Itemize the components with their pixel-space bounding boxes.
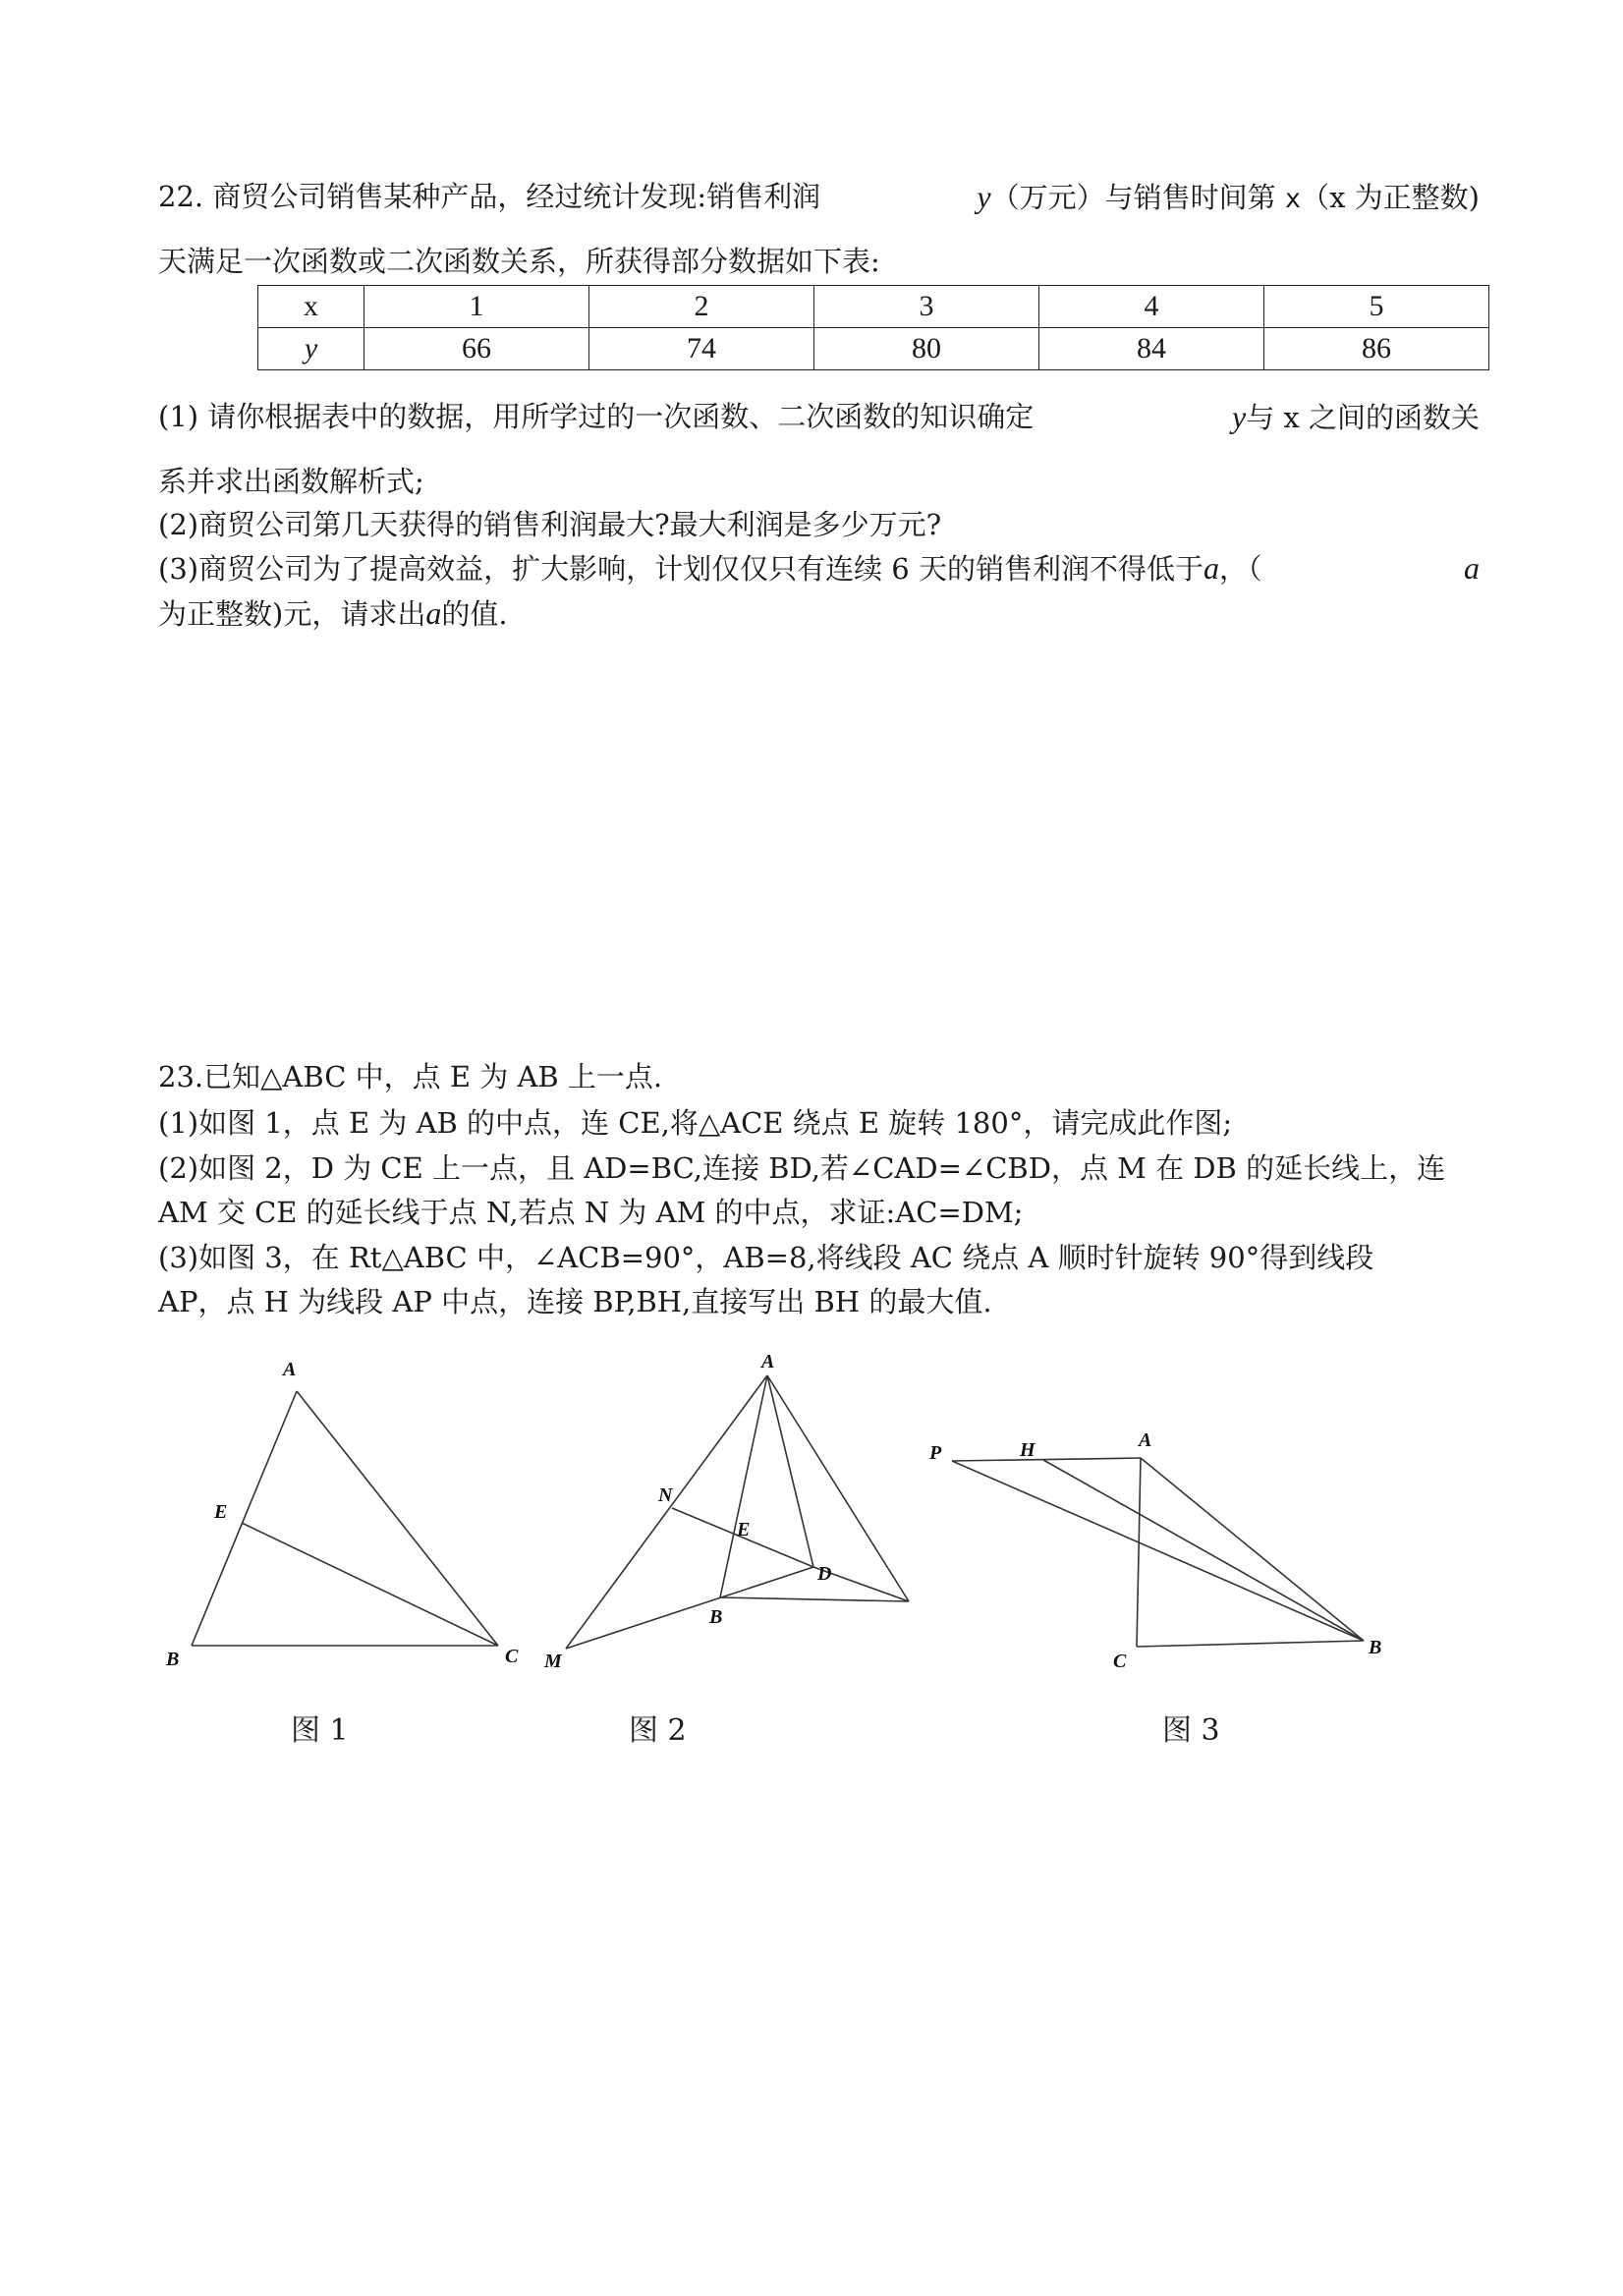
- label-E: E: [214, 1501, 228, 1523]
- q23-part3-line1: (3)如图 3，在 Rt△ABC 中，∠ACB=90°，AB=8,将线段 AC 绕点 A 顺时针旋转 90°得到线段: [158, 1241, 1374, 1274]
- figure-3-caption: 图 3: [1162, 1713, 1220, 1748]
- table-cell: 86: [1264, 328, 1489, 370]
- table-header-x: x: [258, 286, 364, 328]
- table-cell: 66: [364, 328, 589, 370]
- segment-AC: [1137, 1458, 1141, 1647]
- segment-MD: [566, 1567, 813, 1649]
- table-header-y: y: [258, 328, 364, 370]
- var-y: y: [1232, 399, 1247, 434]
- segment-EC: [242, 1523, 498, 1646]
- segment-PB: [952, 1461, 1364, 1641]
- table-cell: 1: [364, 286, 589, 328]
- q22-part2: (2)商贸公司第几天获得的销售利润最大?最大利润是多少万元?: [158, 508, 942, 541]
- segment-AB: [1141, 1458, 1364, 1641]
- q22-line2: 天满足一次函数或二次函数关系，所获得部分数据如下表:: [158, 245, 880, 278]
- table-cell: 5: [1264, 286, 1489, 328]
- segment-AM: [566, 1375, 767, 1649]
- var-a: a: [425, 595, 442, 631]
- label-A: A: [761, 1351, 775, 1372]
- segment-AB: [720, 1375, 767, 1597]
- q23-part1: (1)如图 1，点 E 为 AB 的中点，连 CE,将△ACE 绕点 E 旋转 180°，请完成此作图;: [158, 1106, 1233, 1140]
- label-A: A: [1139, 1429, 1152, 1451]
- label-H: H: [1020, 1439, 1035, 1461]
- label-C: C: [1113, 1651, 1127, 1672]
- label-N: N: [658, 1484, 673, 1506]
- label-B: B: [709, 1606, 723, 1628]
- table-cell: 74: [589, 328, 814, 370]
- segment-BC: [720, 1597, 909, 1601]
- figure-1-caption: 图 1: [291, 1713, 349, 1748]
- table-cell: 2: [589, 286, 814, 328]
- q23-part2-line1: (2)如图 2，D 为 CE 上一点，且 AD=BC,连接 BD,若∠CAD=∠CBD，点 M 在 DB 的延长线上，连: [158, 1151, 1446, 1185]
- segment-AC: [297, 1391, 498, 1646]
- q22-part1-line1: (1) 请你根据表中的数据，用所学过的一次函数、二次函数的知识确定 y与 x 之间的函数关: [158, 399, 1480, 434]
- label-M: M: [544, 1651, 562, 1672]
- table-cell: 84: [1039, 328, 1264, 370]
- q22-part3-line2: 为正整数)元，请求出a的值.: [158, 595, 508, 631]
- label-D: D: [817, 1563, 832, 1585]
- segment-CB: [1137, 1641, 1364, 1647]
- label-A: A: [283, 1359, 297, 1380]
- q22-part3-line1: (3)商贸公司为了提高效益，扩大影响，计划仅仅只有连续 6 天的销售利润不得低于a，（ a: [158, 548, 1480, 588]
- segment-AD: [767, 1375, 813, 1567]
- segment-AB: [192, 1391, 297, 1646]
- q22-line1-pre: 22. 商贸公司销售某种产品，经过统计发现:销售利润: [158, 180, 821, 213]
- table-cell: 3: [814, 286, 1039, 328]
- figure-2: [543, 1351, 909, 1672]
- figure-2-caption: 图 2: [629, 1713, 687, 1748]
- label-C: C: [505, 1646, 519, 1667]
- var-y: y: [977, 179, 991, 214]
- q22-line1: 22. 商贸公司销售某种产品，经过统计发现:销售利润 y（万元）与销售时间第 x（x 为正整数): [158, 177, 1480, 219]
- q22-part1-line2: 系并求出函数解析式;: [158, 465, 424, 498]
- figure-1: [165, 1359, 519, 1670]
- segment-AC: [767, 1375, 909, 1601]
- q23-line1: 23.已知△ABC 中，点 E 为 AB 上一点.: [158, 1060, 663, 1093]
- var-a: a: [1203, 550, 1219, 586]
- table-cell: 80: [814, 328, 1039, 370]
- q23-part3-line2: AP，点 H 为线段 AP 中点，连接 BP,BH,直接写出 BH 的最大值.: [158, 1285, 992, 1318]
- label-P: P: [929, 1442, 942, 1464]
- segment-PA: [952, 1458, 1141, 1461]
- label-E: E: [737, 1519, 751, 1540]
- table-cell: 4: [1039, 286, 1264, 328]
- q23-part2-line2: AM 交 CE 的延长线于点 N,若点 N 为 AM 的中点，求证:AC=DM;: [158, 1196, 1024, 1229]
- label-B: B: [166, 1649, 180, 1670]
- figure-3: [928, 1429, 1381, 1672]
- segment-HB: [1043, 1460, 1364, 1641]
- label-B: B: [1369, 1637, 1382, 1658]
- var-a: a: [1464, 550, 1480, 586]
